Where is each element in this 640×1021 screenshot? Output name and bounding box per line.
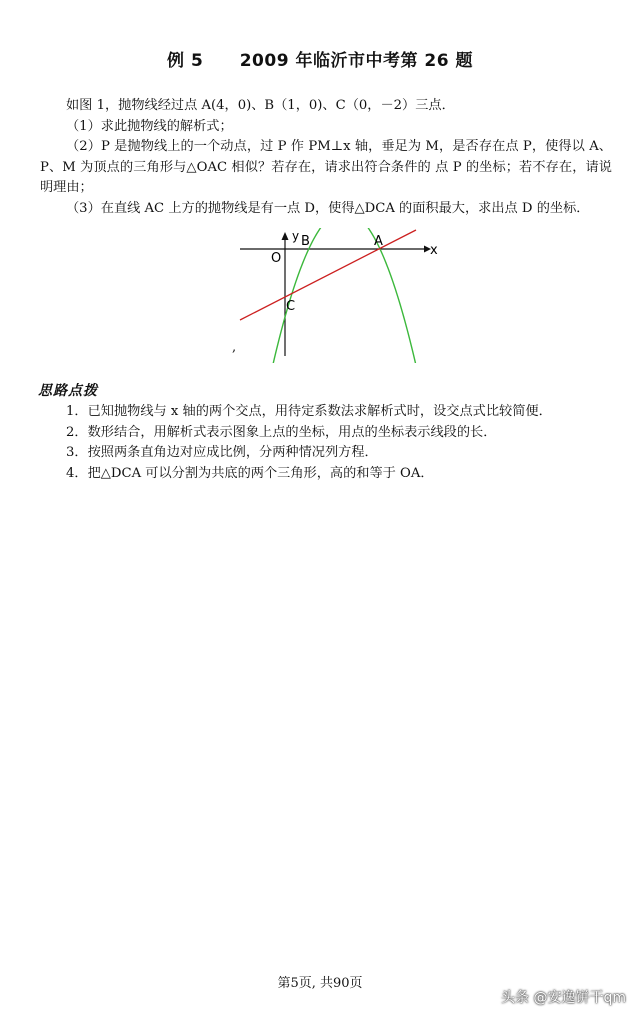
watermark: 头条 @安逸饼干qm bbox=[501, 990, 626, 1006]
parabola-curve bbox=[268, 228, 421, 363]
label-b: B bbox=[301, 234, 310, 249]
question-3: （3）在直线 AC 上方的抛物线是有一点 D，使得△DCA 的面积最大，求出点 D 的坐标． bbox=[66, 200, 590, 216]
hints-list bbox=[40, 402, 612, 484]
example-number: 例 5 bbox=[167, 51, 204, 71]
label-y: y bbox=[292, 229, 300, 243]
problem-intro: 如图 1，抛物线经过点 A(4，0)、B（1，0)、C（0，－2）三点． bbox=[66, 98, 455, 113]
y-axis-arrow-icon bbox=[282, 232, 289, 240]
hint-item: 3．按照两条直角边对应成比例，分两种情况列方程． bbox=[66, 445, 378, 460]
label-c: C bbox=[286, 299, 296, 314]
hint-item: 2．数形结合，用解析式表示图象上点的坐标，用点的坐标表示线段的长． bbox=[66, 424, 497, 440]
hints-title: 思路点拨 bbox=[38, 383, 98, 399]
problem-title bbox=[0, 46, 640, 71]
question-2: （2）P 是抛物线上的一个动点，过 P 作 PM⊥x 轴，垂足为 M，是否存在点 P，使得以 A、P、M 为顶点的三角形与△OAC 相似？若存在，请求出符合条件的 点 P 的坐标；若不存在，请说明理由； bbox=[40, 139, 612, 195]
label-x: x bbox=[430, 243, 438, 258]
label-origin: O bbox=[271, 251, 282, 266]
question-1: （1）求此抛物线的解析式； bbox=[66, 118, 233, 134]
page-footer: 第5页, 共90页 bbox=[277, 976, 363, 991]
label-a: A bbox=[374, 234, 383, 249]
line-ac bbox=[240, 230, 416, 320]
hint-item: 4．把△DCA 可以分割为共底的两个三角形，高的和等于 OA． bbox=[66, 465, 434, 481]
hint-item: 1．已知抛物线与 x 轴的两个交点，用待定系数法求解析式时，设交点式比较简便． bbox=[66, 404, 552, 419]
title-text: 2009 年临沂市中考第 26 题 bbox=[239, 51, 473, 71]
figure-comma: , bbox=[232, 340, 237, 355]
problem-statement bbox=[40, 96, 612, 219]
graph-svg bbox=[226, 228, 446, 363]
figure-1 bbox=[226, 228, 446, 363]
